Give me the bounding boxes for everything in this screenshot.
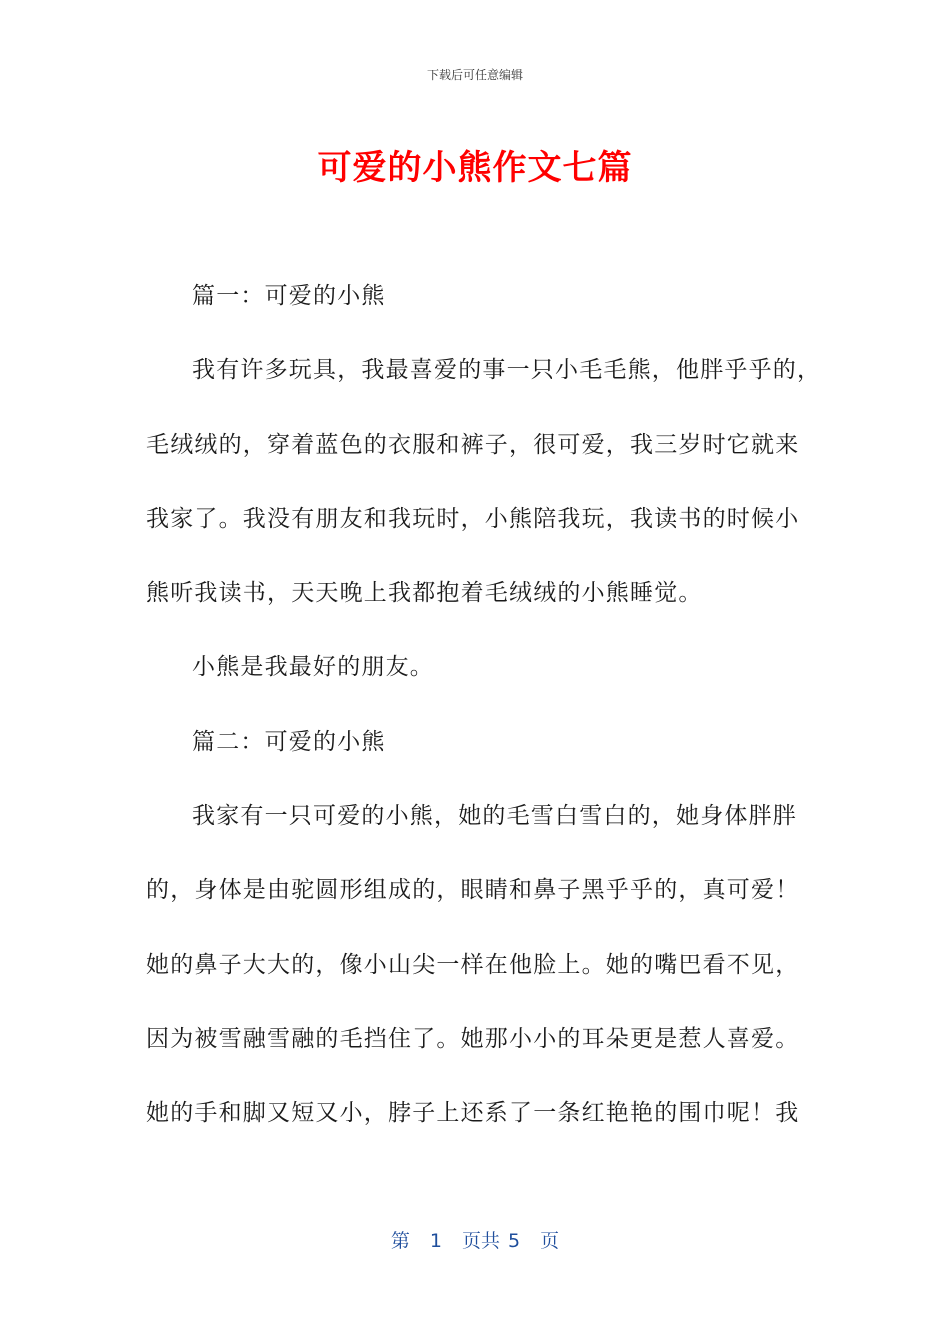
paragraph-line: 我有许多玩具，我最喜爱的事一只小毛毛熊，他胖乎乎的，	[192, 357, 822, 384]
paragraph-line: 毛绒绒的，穿着蓝色的衣服和裤子，很可爱，我三岁时它就来	[146, 431, 800, 458]
footer-page-number: 1	[429, 1230, 442, 1252]
footer-suffix: 页	[540, 1230, 560, 1252]
footer-total-pages: 5	[508, 1230, 521, 1252]
footer-prefix: 第	[390, 1230, 410, 1252]
footer-middle: 页共	[461, 1230, 500, 1252]
paragraph-line: 小熊是我最好的朋友。	[192, 654, 434, 681]
document-body	[146, 274, 822, 1166]
paragraph-line: 她的鼻子大大的，像小山尖一样在他脸上。她的嘴巴看不见，	[146, 951, 800, 978]
paragraph-line: 因为被雪融雪融的毛挡住了。她那小小的耳朵更是惹人喜爱。	[146, 1025, 800, 1052]
paragraph-line: 我家了。我没有朋友和我玩时，小熊陪我玩，我读书的时候小	[146, 505, 800, 532]
paragraph-line: 她的手和脚又短又小，脖子上还系了一条红艳艳的围巾呢！我	[146, 1100, 800, 1127]
document-title: 可爱的小熊作文七篇	[317, 148, 633, 188]
section-heading-1: 篇一：可爱的小熊	[192, 283, 386, 309]
paragraph-line: 我家有一只可爱的小熊，她的毛雪白雪白的，她身体胖胖	[192, 803, 797, 830]
section-heading-2: 篇二：可爱的小熊	[192, 728, 386, 755]
page-footer	[0, 1226, 950, 1253]
paragraph-line: 的，身体是由驼圆形组成的，眼睛和鼻子黑乎乎的，真可爱！	[146, 877, 800, 904]
paragraph-line: 熊听我读书，天天晚上我都抱着毛绒绒的小熊睡觉。	[146, 580, 703, 607]
header-note: 下载后可任意编辑	[426, 68, 523, 82]
